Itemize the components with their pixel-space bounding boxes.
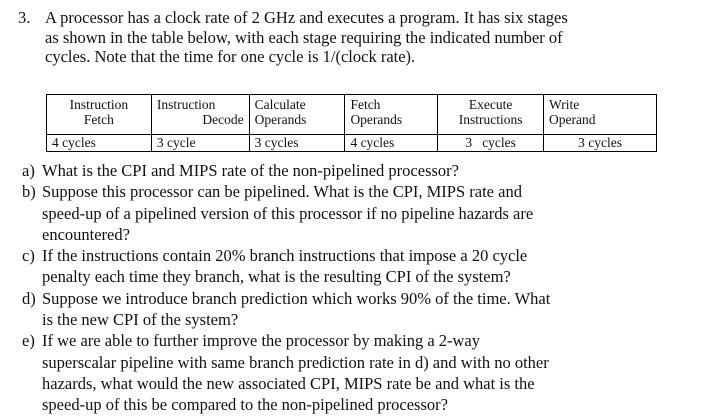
question-intro <box>45 8 690 67</box>
cycles-execute-instructions: 3 cycles <box>438 135 544 152</box>
header-instruction-decode: Instruction Decode <box>151 95 249 135</box>
header-execute-instructions: Execute Instructions <box>438 95 544 135</box>
question-intro-line: as shown in the table below, with each stage requiring the indicated number of <box>45 27 563 47</box>
sub-question-letter: b) <box>22 182 36 202</box>
sub-question-line: superscalar pipeline with same branch prediction rate in d) and with no other <box>42 352 549 372</box>
sub-question-line: is the new CPI of the system? <box>42 310 239 330</box>
sub-question-e <box>22 330 702 415</box>
question-number: 3. <box>18 8 31 27</box>
header-calculate-operands: Calculate Operands <box>249 95 345 135</box>
header-instruction-fetch: Instruction Fetch <box>47 95 152 135</box>
header-fetch-operands: Fetch Operands <box>345 95 438 135</box>
sub-questions-list <box>22 160 702 416</box>
cycles-instruction-decode: 3 cycle <box>151 135 249 152</box>
sub-question-line: If we are able to further improve the processor by making a 2-way <box>42 331 480 351</box>
sub-question-b <box>22 181 702 245</box>
sub-question-line: encountered? <box>42 224 130 244</box>
sub-question-line: penalty each time they branch, what is the resulting CPI of the system? <box>42 267 511 287</box>
table-cycles-row <box>47 135 657 152</box>
sub-question-line: hazards, what would the new associated CPI, MIPS rate be and what is the <box>42 373 535 393</box>
cycles-fetch-operands: 4 cycles <box>345 135 438 152</box>
sub-question-letter: d) <box>22 288 36 308</box>
sub-question-letter: e) <box>22 331 35 351</box>
header-write-operand: Write Operand <box>544 95 657 135</box>
sub-question-line: Suppose we introduce branch prediction which works 90% of the time. What <box>42 288 551 308</box>
table-header-row <box>47 95 657 135</box>
cycles-write-operand: 3 cycles <box>544 135 657 152</box>
question-intro-line: cycles. Note that the time for one cycle is 1/(clock rate). <box>45 47 416 66</box>
sub-question-line: speed-up of a pipelined version of this processor if no pipeline hazards are <box>42 203 534 223</box>
sub-question-line: Suppose this processor can be pipelined. What is the CPI, MIPS rate and <box>42 182 522 202</box>
sub-question-letter: c) <box>22 246 35 266</box>
sub-question-c <box>22 245 702 288</box>
question-intro-line: A processor has a clock rate of 2 GHz and executes a program. It has six stages <box>45 8 568 27</box>
cycles-calculate-operands: 3 cycles <box>249 135 345 152</box>
stage-cycles-table <box>46 94 657 152</box>
sub-question-letter: a) <box>22 161 35 180</box>
sub-question-line: If the instructions contain 20% branch instructions that impose a 20 cycle <box>42 246 528 266</box>
sub-question-line: speed-up of this be compared to the non-pipelined processor? <box>42 395 448 415</box>
cycles-instruction-fetch: 4 cycles <box>47 135 152 152</box>
sub-question-line: What is the CPI and MIPS rate of the non-pipelined processor? <box>42 161 459 180</box>
sub-question-a <box>22 160 702 181</box>
sub-question-d <box>22 288 702 331</box>
